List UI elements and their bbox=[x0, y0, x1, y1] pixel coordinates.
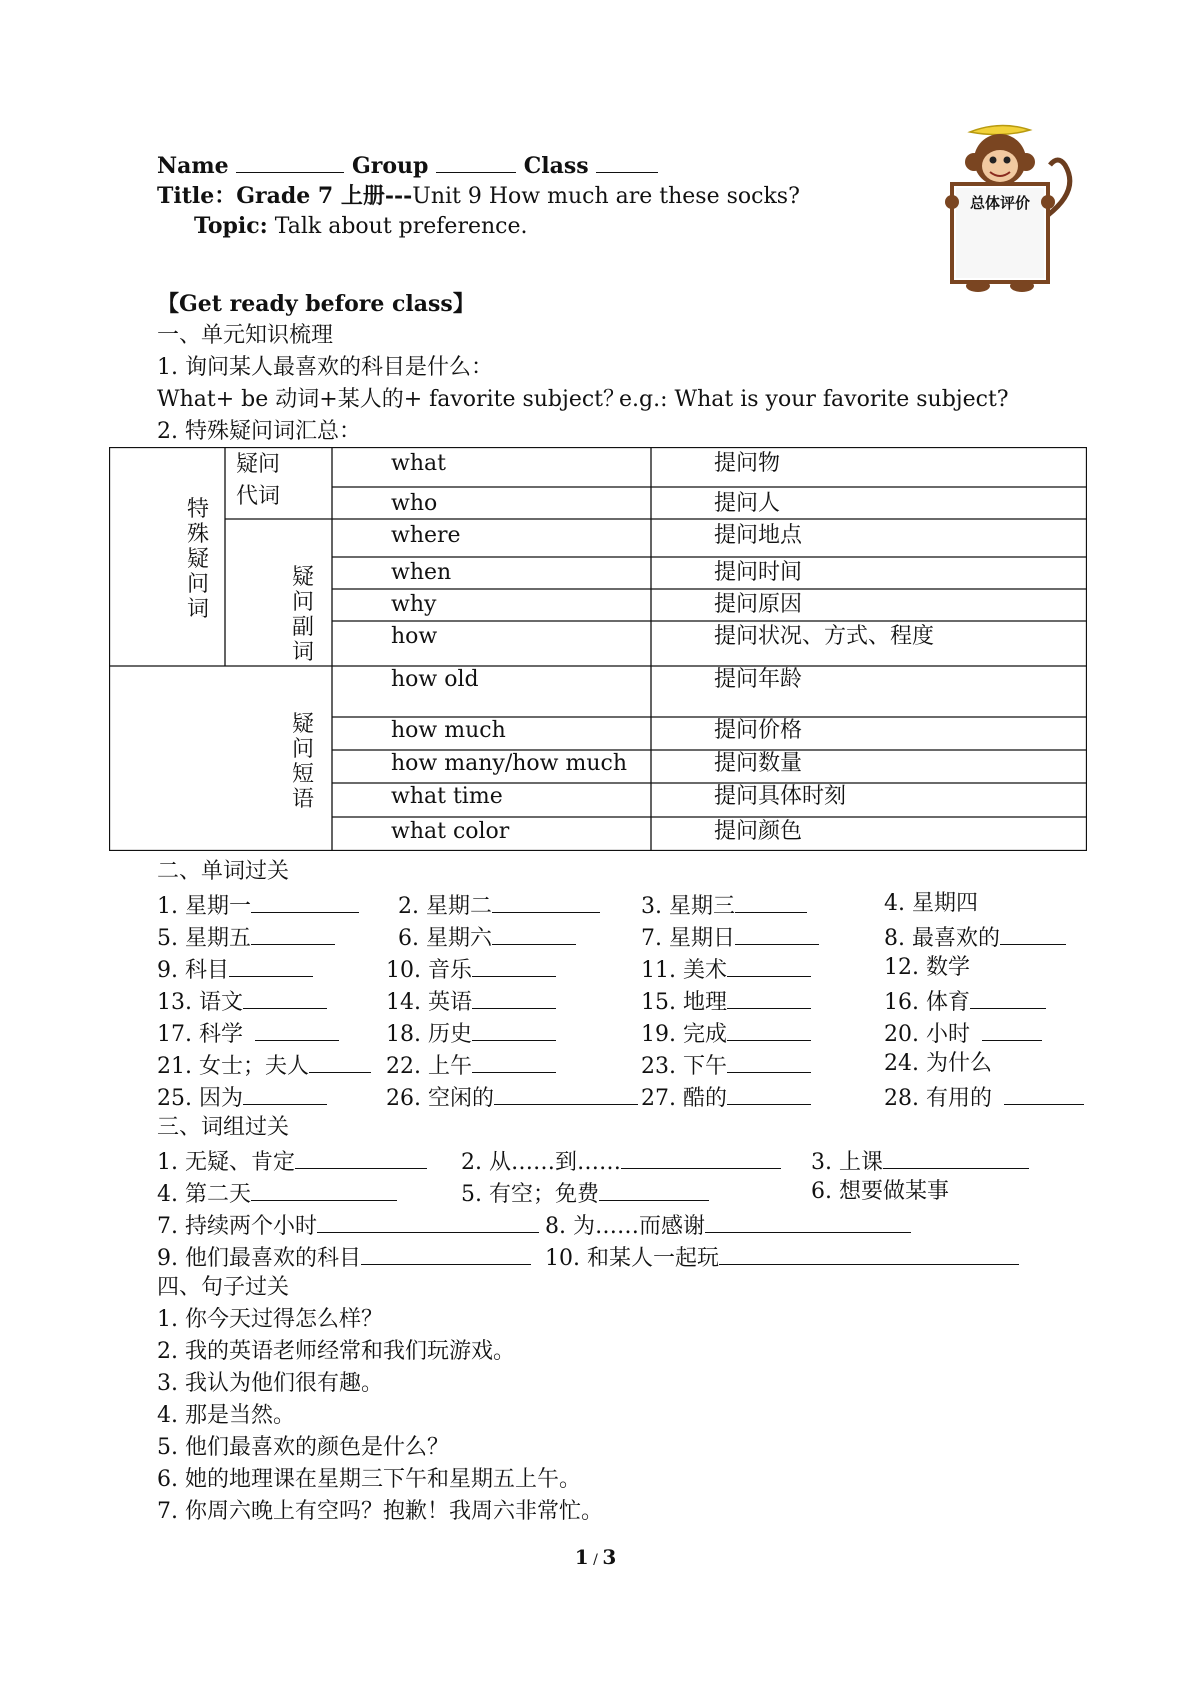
phrase-blank[interactable] bbox=[361, 1242, 531, 1265]
table-meaning: 提问年龄 bbox=[714, 667, 803, 692]
word-blank[interactable] bbox=[309, 1050, 371, 1073]
word-label: 26. 空闲的 bbox=[386, 1086, 494, 1111]
table-word: when bbox=[391, 560, 452, 585]
group-pronoun-label: 疑问代词 bbox=[236, 452, 281, 509]
group-label: Group bbox=[351, 153, 429, 179]
word-label: 14. 英语 bbox=[386, 990, 472, 1015]
sentence-item: 2. 我的英语老师经常和我们玩游戏。 bbox=[157, 1339, 515, 1364]
title-unit: Unit 9 How much are these socks? bbox=[412, 184, 800, 209]
word-label: 6. 星期六 bbox=[398, 926, 492, 951]
word-label: 1. 星期一 bbox=[157, 894, 251, 919]
phrase-blank[interactable] bbox=[719, 1242, 1019, 1265]
table-meaning: 提问时间 bbox=[714, 560, 803, 585]
phrase-blank[interactable] bbox=[621, 1146, 781, 1169]
word-item bbox=[157, 922, 335, 953]
word-item bbox=[641, 986, 811, 1017]
word-item bbox=[884, 1050, 992, 1078]
word-item bbox=[386, 1050, 556, 1081]
phrase-blank[interactable] bbox=[599, 1178, 709, 1201]
phrase-label: 4. 第二天 bbox=[157, 1182, 251, 1207]
word-item bbox=[641, 890, 807, 921]
phrase-blank[interactable] bbox=[883, 1146, 1029, 1169]
table-meaning: 提问人 bbox=[714, 491, 781, 516]
phrase-blank[interactable] bbox=[317, 1210, 539, 1233]
word-label: 28. 有用的 bbox=[884, 1086, 992, 1111]
word-label: 3. 星期三 bbox=[641, 894, 735, 919]
sentence-item: 3. 我认为他们很有趣。 bbox=[157, 1371, 383, 1396]
word-item bbox=[884, 1018, 1042, 1049]
section-get-ready: 【Get ready before class】 bbox=[157, 291, 475, 317]
phrase-label: 6. 想要做某事 bbox=[811, 1179, 949, 1204]
word-blank[interactable] bbox=[472, 1018, 556, 1041]
sentence-item: 4. 那是当然。 bbox=[157, 1403, 295, 1428]
page-current: 1 bbox=[574, 1545, 589, 1569]
word-blank[interactable] bbox=[243, 986, 327, 1009]
word-item bbox=[884, 986, 1046, 1017]
phrase-blank[interactable] bbox=[251, 1178, 397, 1201]
phrase-blank[interactable] bbox=[295, 1146, 427, 1169]
phrase-item bbox=[157, 1210, 539, 1241]
word-blank[interactable] bbox=[494, 1082, 638, 1105]
table-word: how bbox=[391, 624, 438, 649]
phrase-label: 7. 持续两个小时 bbox=[157, 1214, 317, 1239]
group-phrase-label: 疑问短语 bbox=[291, 712, 314, 812]
word-label: 22. 上午 bbox=[386, 1054, 472, 1079]
word-item bbox=[884, 922, 1066, 953]
name-group-class-line bbox=[157, 150, 658, 180]
table-word: how old bbox=[391, 667, 479, 692]
group-adverb-label: 疑问副词 bbox=[291, 565, 314, 665]
word-label: 23. 下午 bbox=[641, 1054, 727, 1079]
part3-heading: 三、词组过关 bbox=[157, 1115, 290, 1140]
word-label: 8. 最喜欢的 bbox=[884, 926, 1000, 951]
word-item bbox=[641, 1082, 811, 1113]
word-item bbox=[386, 986, 556, 1017]
phrase-label: 9. 他们最喜欢的科目 bbox=[157, 1246, 361, 1271]
topic-text: Talk about preference. bbox=[267, 214, 528, 239]
word-item bbox=[398, 890, 600, 921]
phrase-item bbox=[545, 1242, 1019, 1273]
word-blank[interactable] bbox=[970, 986, 1046, 1009]
word-item bbox=[386, 1018, 556, 1049]
phrase-item bbox=[811, 1178, 949, 1206]
topic-label: Topic: bbox=[194, 213, 268, 239]
table-meaning: 提问数量 bbox=[714, 751, 803, 776]
phrase-blank[interactable] bbox=[705, 1210, 911, 1233]
table-meaning: 提问状况、方式、程度 bbox=[714, 624, 935, 649]
group-main-label: 特殊疑问词 bbox=[186, 497, 209, 622]
word-label: 15. 地理 bbox=[641, 990, 727, 1015]
name-blank[interactable] bbox=[236, 150, 344, 173]
page-number bbox=[0, 1545, 1191, 1569]
phrase-item bbox=[461, 1146, 781, 1177]
word-blank[interactable] bbox=[1004, 1082, 1084, 1105]
sentence-item: 6. 她的地理课在星期三下午和星期五上午。 bbox=[157, 1467, 581, 1492]
table-word: what time bbox=[391, 784, 503, 809]
phrase-label: 3. 上课 bbox=[811, 1150, 883, 1175]
monkey-evaluation-icon bbox=[930, 120, 1080, 295]
name-label: Name bbox=[157, 153, 229, 179]
word-label: 20. 小时 bbox=[884, 1022, 970, 1047]
word-item bbox=[386, 1082, 638, 1113]
word-label: 11. 美术 bbox=[641, 958, 727, 983]
table-word: what bbox=[391, 451, 446, 476]
word-item bbox=[641, 1050, 811, 1081]
page-separator: / bbox=[588, 1552, 603, 1568]
word-item bbox=[157, 1050, 371, 1081]
word-blank[interactable] bbox=[492, 890, 600, 913]
phrase-label: 5. 有空；免费 bbox=[461, 1182, 599, 1207]
word-blank[interactable] bbox=[492, 922, 576, 945]
word-item bbox=[641, 954, 811, 985]
word-blank[interactable] bbox=[727, 1018, 811, 1041]
page-total: 3 bbox=[602, 1545, 617, 1569]
word-blank[interactable] bbox=[472, 986, 556, 1009]
phrase-item bbox=[157, 1242, 531, 1273]
word-blank[interactable] bbox=[243, 1082, 327, 1105]
word-item bbox=[641, 922, 819, 953]
word-label: 17. 科学 bbox=[157, 1022, 243, 1047]
sentence-item: 7. 你周六晚上有空吗？抱歉！我周六非常忙。 bbox=[157, 1499, 603, 1524]
table-word: who bbox=[391, 491, 438, 516]
word-blank[interactable] bbox=[251, 890, 359, 913]
phrase-item bbox=[157, 1146, 427, 1177]
word-label: 16. 体育 bbox=[884, 990, 970, 1015]
part1-item2: 2. 特殊疑问词汇总： bbox=[157, 419, 361, 444]
table-word: where bbox=[391, 523, 461, 548]
word-item bbox=[157, 1018, 339, 1049]
table-word: what color bbox=[391, 819, 510, 844]
table-meaning: 提问原因 bbox=[714, 592, 803, 617]
word-item bbox=[884, 890, 978, 918]
word-blank[interactable] bbox=[229, 954, 313, 977]
topic-line bbox=[194, 212, 527, 241]
word-label: 2. 星期二 bbox=[398, 894, 492, 919]
table-meaning: 提问地点 bbox=[714, 523, 803, 548]
word-label: 4. 星期四 bbox=[884, 891, 978, 916]
table-word: why bbox=[391, 592, 437, 617]
word-blank[interactable] bbox=[735, 922, 819, 945]
title-label: Title： bbox=[157, 183, 237, 209]
sentence-item: 1. 你今天过得怎么样？ bbox=[157, 1307, 383, 1332]
table-meaning: 提问价格 bbox=[714, 718, 803, 743]
word-label: 19. 完成 bbox=[641, 1022, 727, 1047]
phrase-label: 10. 和某人一起玩 bbox=[545, 1246, 719, 1271]
table-meaning: 提问具体时刻 bbox=[714, 784, 847, 809]
class-blank[interactable] bbox=[596, 150, 658, 173]
word-blank[interactable] bbox=[472, 954, 556, 977]
word-item bbox=[157, 1082, 327, 1113]
phrase-label: 1. 无疑、肯定 bbox=[157, 1150, 295, 1175]
word-item bbox=[641, 1018, 811, 1049]
word-label: 9. 科目 bbox=[157, 958, 229, 983]
title-grade: Grade 7 上册--- bbox=[236, 183, 413, 209]
part1-pattern: What+ be 动词+某人的+ favorite subject？ bbox=[157, 387, 626, 412]
table-word: how many/how much bbox=[391, 751, 627, 776]
badge-text: 总体评价 bbox=[969, 194, 1031, 212]
word-label: 5. 星期五 bbox=[157, 926, 251, 951]
phrase-item bbox=[811, 1146, 1029, 1177]
table-meaning: 提问物 bbox=[714, 451, 781, 476]
word-label: 10. 音乐 bbox=[386, 958, 472, 983]
sentence-item: 5. 他们最喜欢的颜色是什么？ bbox=[157, 1435, 449, 1460]
part1-item1: 1. 询问某人最喜欢的科目是什么： bbox=[157, 355, 493, 380]
word-item bbox=[884, 954, 970, 982]
part1-heading: 一、单元知识梳理 bbox=[157, 323, 334, 348]
word-blank[interactable] bbox=[735, 890, 807, 913]
word-item bbox=[386, 954, 556, 985]
word-blank[interactable] bbox=[982, 1018, 1042, 1041]
word-label: 25. 因为 bbox=[157, 1086, 243, 1111]
table-word: how much bbox=[391, 718, 506, 743]
word-label: 18. 历史 bbox=[386, 1022, 472, 1047]
part1-example: e.g.: What is your favorite subject? bbox=[619, 387, 1009, 412]
word-blank[interactable] bbox=[727, 954, 811, 977]
phrase-label: 2. 从……到…… bbox=[461, 1150, 621, 1175]
phrase-label: 8. 为……而感谢 bbox=[545, 1214, 705, 1239]
word-label: 13. 语文 bbox=[157, 990, 243, 1015]
word-blank[interactable] bbox=[727, 986, 811, 1009]
word-blank[interactable] bbox=[727, 1082, 811, 1105]
question-word-table bbox=[109, 447, 1087, 851]
phrase-item bbox=[157, 1178, 397, 1209]
word-blank[interactable] bbox=[251, 922, 335, 945]
word-item bbox=[157, 890, 359, 921]
phrase-item bbox=[545, 1210, 911, 1241]
title-line bbox=[157, 182, 800, 211]
word-blank[interactable] bbox=[1000, 922, 1066, 945]
word-item bbox=[398, 922, 576, 953]
part4-heading: 四、句子过关 bbox=[157, 1275, 290, 1300]
word-item bbox=[157, 986, 327, 1017]
word-blank[interactable] bbox=[472, 1050, 556, 1073]
phrase-item bbox=[461, 1178, 709, 1209]
word-label: 27. 酷的 bbox=[641, 1086, 727, 1111]
word-label: 24. 为什么 bbox=[884, 1051, 992, 1076]
class-label: Class bbox=[523, 153, 589, 179]
word-blank[interactable] bbox=[255, 1018, 339, 1041]
word-label: 7. 星期日 bbox=[641, 926, 735, 951]
word-item bbox=[884, 1082, 1084, 1113]
word-item bbox=[157, 954, 313, 985]
part2-heading: 二、单词过关 bbox=[157, 859, 290, 884]
group-blank[interactable] bbox=[436, 150, 516, 173]
table-meaning: 提问颜色 bbox=[714, 819, 803, 844]
word-label: 12. 数学 bbox=[884, 955, 970, 980]
word-label: 21. 女士；夫人 bbox=[157, 1054, 309, 1079]
word-blank[interactable] bbox=[727, 1050, 811, 1073]
